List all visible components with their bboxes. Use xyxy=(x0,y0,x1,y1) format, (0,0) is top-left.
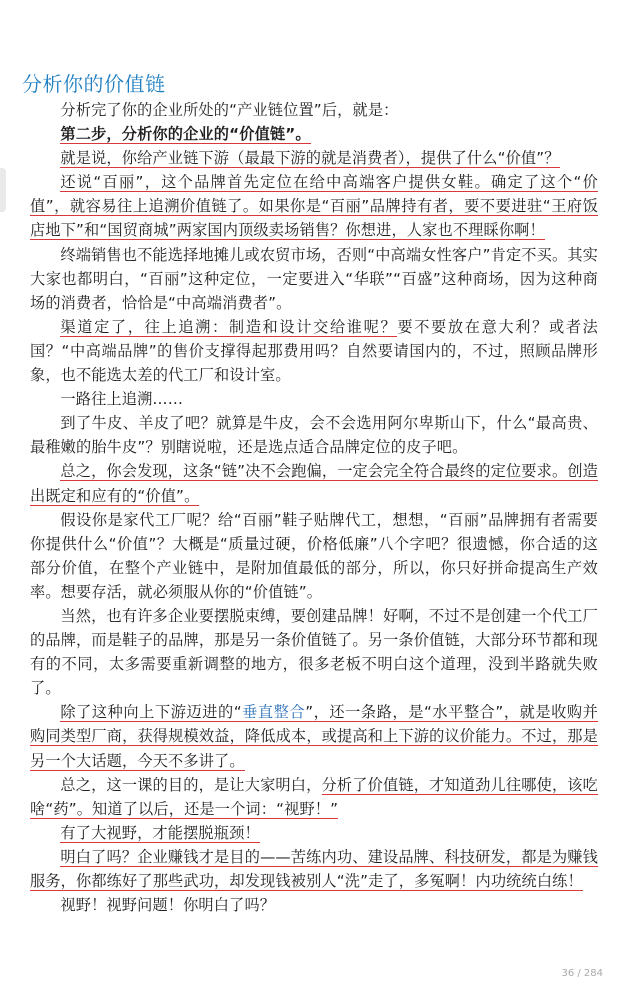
paragraph xyxy=(30,773,598,821)
paragraph xyxy=(30,700,598,772)
paragraph xyxy=(30,604,598,700)
underlined-text: 第二步，分析你的企业的“价值链”。 xyxy=(60,125,311,144)
paragraph xyxy=(30,315,598,387)
underlined-text: 总之，你会发现，这条“链”决不会跑偏，一定会完全符合最终的定位要求。创造出既定和应有的“价值”。 xyxy=(30,462,598,505)
underlined-text: 有了大视野，才能摆脱瓶颈！ xyxy=(60,823,260,842)
paragraph xyxy=(30,122,598,146)
paragraph xyxy=(30,508,598,604)
paragraph xyxy=(30,459,598,507)
underlined-text: 还说“百丽”，这个品牌首先定位在给中高端客户提供女鞋。确定了这个“价值”，就容易往上追溯价值链了。如果你是“百丽”品牌持有者，要不要进驻“王府饭店地下”和“国贸商城”两家国内顶级卖场销售？你想进，人家也不理睬你啊！ xyxy=(30,173,598,240)
underlined-text: 分析了价值链，才知道劲儿往哪使，该吃啥“药”。知道了以后，还是一个词：“视野！” xyxy=(30,775,598,818)
text-run: 当然，也有许多企业要摆脱束缚，要创建品牌！好啊，不过不是创建一个代工厂的品牌，而是鞋子的品牌，那是另一条价值链了。另一条价值链，大部分环节都和现有的不同，太多需要重新调整的地方，很多老板不明白这个道理，没到半路就失败了。 xyxy=(30,606,598,698)
section-title: 分析你的价值链 xyxy=(22,72,166,96)
article-body xyxy=(30,98,598,917)
paragraph xyxy=(30,845,598,893)
paragraph xyxy=(30,387,598,411)
underlined-text: 除了这种向上下游迈进的“ xyxy=(60,703,242,722)
paragraph xyxy=(30,821,598,845)
text-run: 分析完了你的企业所处的“产业链位置”后，就是： xyxy=(60,101,399,119)
text-run: 要不要放在意大利？或者法国？“中高端品牌”的售价支撑得起那费用吗？自然要请国内的，不过，照顾品牌形象，也不能选太差的代工厂和设计室。 xyxy=(30,317,598,385)
underlined-text: 渠道定了，往上追溯：制造和设计交给谁呢？ xyxy=(60,317,398,336)
text-run: 到了牛皮、羊皮了吧？就算是牛皮，会不会选用阿尔卑斯山下，什么“最高贵、最稚嫩的胎牛皮”？别瞎说啦，还是选点适合品牌定位的皮子吧。 xyxy=(30,414,598,457)
paragraph xyxy=(30,411,598,459)
text-run: 终端销售也不能选择地摊儿或农贸市场，否则“中高端女性客户”肯定不买。其实大家也都明白，“百丽”这种定位，一定要进入“华联”“百盛”这种商场，因为这种商场的消费者，恰恰是“中高端消费者”。 xyxy=(30,245,598,312)
paragraph xyxy=(30,893,598,917)
text-run: 假设你是家代工厂呢？给“百丽”鞋子贴牌代工，想想，“百丽”品牌拥有者需要你提供什么“价值”？大概是“质量过硬，价格低廉”八个字吧？很遗憾，你合适的这部分价值，在整个产业链中，是附加值最低的部分，所以，你只好拼命提高生产效率。想要存活，就必须服从你的“价值链”。 xyxy=(30,510,598,601)
paragraph xyxy=(30,146,598,170)
side-edge-tab[interactable] xyxy=(0,168,6,212)
paragraph xyxy=(30,243,598,315)
paragraph xyxy=(30,98,598,122)
underlined-text: ”，还一条路，是“水平整合”，就是收购并购同类型厂商，获得规模效益，降低成本，或提高和上下游的议价能力。不过，那是另一个大话题，今天不多讲了。 xyxy=(30,703,598,770)
text-run: 一路往上追溯…… xyxy=(60,390,184,409)
underlined-text: 明白了吗？企业赚钱才是目的——苦练内功、建设品牌、科技研发，都是为赚钱服务，你都练好了那些武功，却发现钱被别人“洗”走了，多冤啊！内功统统白练！ xyxy=(30,847,598,890)
inline-link[interactable]: 垂直整合 xyxy=(241,703,306,722)
text-run: 视野！视野问题！你明白了吗？ xyxy=(60,896,276,915)
underlined-text: 就是说，你给产业链下游（最最下游的就是消费者），提供了什么“价值”？ xyxy=(60,149,560,168)
page-indicator: 36 / 284 xyxy=(561,968,603,979)
paragraph xyxy=(30,170,598,242)
text-run: 总之，这一课的目的，是让大家明白， xyxy=(60,775,322,794)
